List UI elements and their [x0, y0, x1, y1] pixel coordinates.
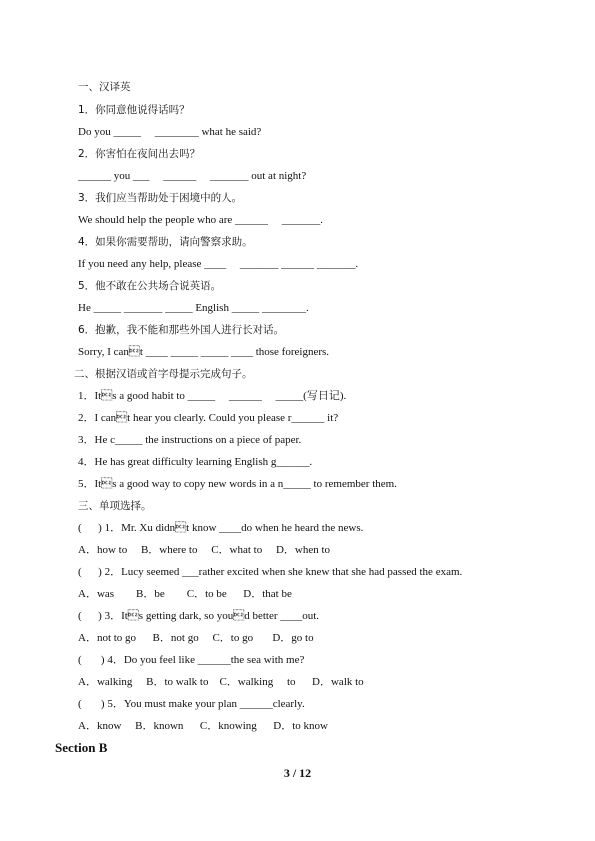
- choice-question-4: ( ) 4．Do you feel like ______the sea with me?: [78, 654, 305, 666]
- question-3-chinese: 3．我们应当帮助处于困境中的人。: [78, 192, 243, 204]
- question-4-chinese: 4．如果你需要帮助，请向警察求助。: [78, 236, 253, 248]
- page-number: 3 / 12: [283, 766, 312, 780]
- question-5-english: He _____ _______ _____ English _____ ________.: [78, 302, 309, 314]
- choice-question-1: ( ) 1．Mr. Xu didnt know ____do when he heard the news.: [78, 522, 364, 534]
- sentence-2: 2．I cant hear you clearly. Could you please r______ it?: [78, 412, 339, 424]
- choice-options-1: A．how to B．where to C．what to D．when to: [78, 544, 331, 556]
- question-6-english: Sorry, I cant ____ _____ _____ ____ those foreigners.: [78, 346, 330, 358]
- choice-question-3: ( ) 3．Its getting dark, so youd better ____out.: [78, 610, 320, 622]
- sentence-1: 1．Its a good habit to _____ ______ _____(写日记).: [78, 390, 347, 402]
- part-two-heading: 二、根据汉语或首字母提示完成句子。: [74, 368, 253, 380]
- question-1-english: Do you _____ ________ what he said?: [78, 126, 262, 138]
- sentence-5: 5．Its a good way to copy new words in a n_____ to remember them.: [78, 478, 397, 490]
- sentence-3: 3．He c_____ the instructions on a piece of paper.: [78, 434, 302, 446]
- question-5-chinese: 5．他不敢在公共场合说英语。: [78, 280, 222, 292]
- part-three-heading: 三、单项选择。: [78, 500, 152, 512]
- question-2-chinese: 2．你害怕在夜间出去吗？: [78, 148, 201, 160]
- part-one-heading: 一、汉译英: [78, 81, 131, 93]
- sentence-4: 4．He has great difficulty learning English g______.: [78, 456, 313, 468]
- choice-question-5: ( ) 5．You must make your plan ______clearly.: [78, 698, 305, 710]
- choice-options-2: A．was B．be C．to be D．that be: [78, 588, 292, 600]
- question-1-chinese: 1．你同意他说得话吗？: [78, 104, 190, 116]
- choice-options-3: A．not to go B．not go C．to go D．go to: [78, 632, 314, 644]
- question-4-english: If you need any help, please ____ _______ ______ _______.: [78, 258, 359, 270]
- question-2-english: ______ you ___ ______ _______ out at night?: [78, 170, 307, 182]
- question-3-english: We should help the people who are ______ _______.: [78, 214, 324, 226]
- choice-options-4: A．walking B．to walk to C．walking to D．walk to: [78, 676, 364, 688]
- choice-question-2: ( ) 2．Lucy seemed ___rather excited when she knew that she had passed the exam.: [78, 566, 463, 578]
- section-b-heading: Section B: [55, 740, 108, 755]
- choice-options-5: A．know B．known C．knowing D．to know: [78, 720, 328, 732]
- question-6-chinese: 6．抱歉，我不能和那些外国人进行长对话。: [78, 324, 285, 336]
